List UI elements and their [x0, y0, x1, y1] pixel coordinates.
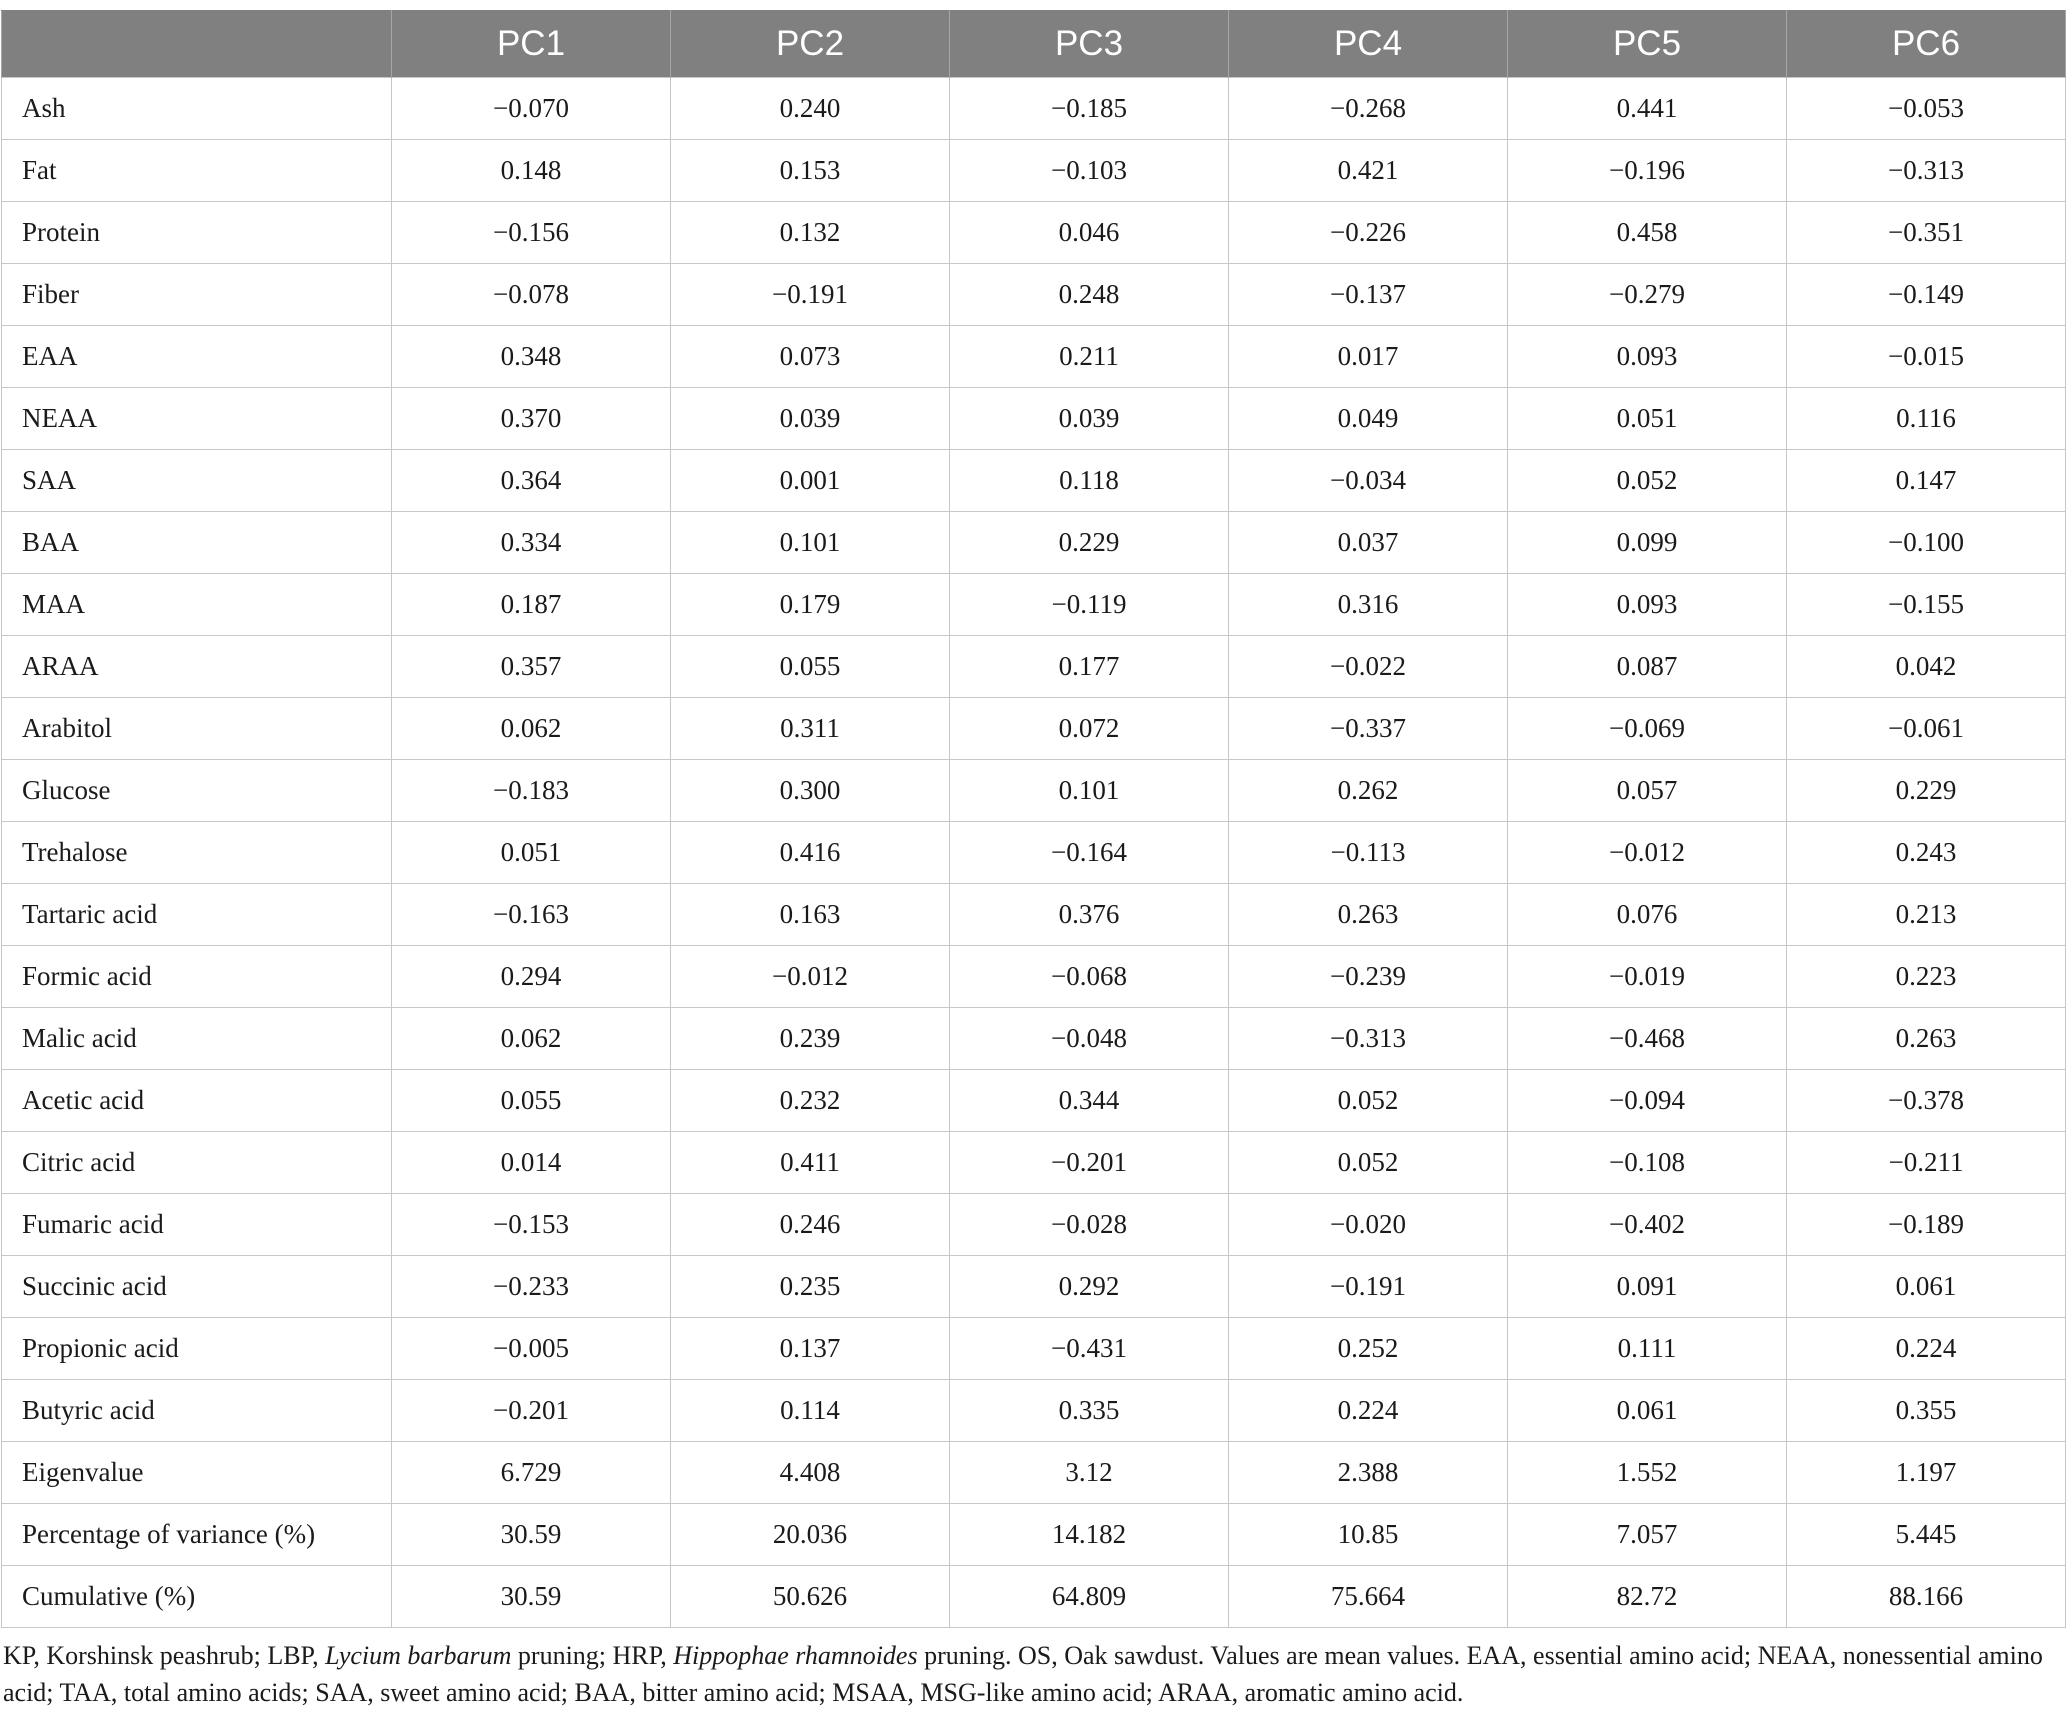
footnote-italic-lycium: Lycium barbarum	[325, 1641, 512, 1670]
cell-pc5: 0.051	[1508, 388, 1787, 450]
cell-pc3: 0.118	[950, 450, 1229, 512]
cell-pc4: 0.263	[1229, 884, 1508, 946]
table-row	[2, 1256, 2066, 1318]
cell-pc5: 0.061	[1508, 1380, 1787, 1442]
table-row	[2, 264, 2066, 326]
table-row	[2, 1008, 2066, 1070]
cell-pc6: 0.229	[1787, 760, 2066, 822]
cell-pc3: −0.068	[950, 946, 1229, 1008]
cell-pc6: −0.378	[1787, 1070, 2066, 1132]
header-row	[2, 11, 2066, 78]
cell-pc1: 0.370	[392, 388, 671, 450]
row-label: Cumulative (%)	[2, 1566, 392, 1628]
cell-pc3: 0.072	[950, 698, 1229, 760]
table-row	[2, 698, 2066, 760]
header-cell-pc2: PC2	[671, 11, 950, 78]
cell-pc2: 0.073	[671, 326, 950, 388]
footnote-text: pruning. OS, Oak sawdust. Values are mean values. EAA, essential amino acid; NEAA, nonessential amino acid; TAA, total amino acids; SAA, sweet amino acid; BAA, bitter amino acid; MSAA, MSG-like amino acid; ARAA, aromatic amino acid.	[3, 1641, 2043, 1707]
cell-pc3: −0.028	[950, 1194, 1229, 1256]
row-label: SAA	[2, 450, 392, 512]
cell-pc6: 0.213	[1787, 884, 2066, 946]
row-label: Glucose	[2, 760, 392, 822]
cell-pc5: 0.111	[1508, 1318, 1787, 1380]
row-label: EAA	[2, 326, 392, 388]
cell-pc3: 64.809	[950, 1566, 1229, 1628]
cell-pc5: −0.468	[1508, 1008, 1787, 1070]
cell-pc3: −0.048	[950, 1008, 1229, 1070]
row-label: Acetic acid	[2, 1070, 392, 1132]
cell-pc5: −0.012	[1508, 822, 1787, 884]
cell-pc3: 14.182	[950, 1504, 1229, 1566]
cell-pc5: −0.019	[1508, 946, 1787, 1008]
cell-pc2: 0.153	[671, 140, 950, 202]
cell-pc5: 7.057	[1508, 1504, 1787, 1566]
cell-pc4: 75.664	[1229, 1566, 1508, 1628]
cell-pc1: −0.183	[392, 760, 671, 822]
cell-pc3: 3.12	[950, 1442, 1229, 1504]
row-label: Tartaric acid	[2, 884, 392, 946]
cell-pc2: −0.191	[671, 264, 950, 326]
table-row	[2, 512, 2066, 574]
cell-pc1: 0.294	[392, 946, 671, 1008]
header-cell-pc5: PC5	[1508, 11, 1787, 78]
cell-pc2: 0.240	[671, 78, 950, 140]
cell-pc4: 0.037	[1229, 512, 1508, 574]
cell-pc6: 0.147	[1787, 450, 2066, 512]
pca-loadings-table	[1, 10, 2066, 1628]
cell-pc3: 0.046	[950, 202, 1229, 264]
cell-pc5: 0.057	[1508, 760, 1787, 822]
table-row	[2, 1380, 2066, 1442]
cell-pc3: −0.185	[950, 78, 1229, 140]
cell-pc1: −0.163	[392, 884, 671, 946]
cell-pc4: −0.034	[1229, 450, 1508, 512]
footnote-text: pruning; HRP,	[511, 1641, 674, 1670]
footnote-italic-hippophae: Hippophae rhamnoides	[673, 1641, 918, 1670]
cell-pc4: −0.313	[1229, 1008, 1508, 1070]
cell-pc2: 0.416	[671, 822, 950, 884]
cell-pc5: 0.076	[1508, 884, 1787, 946]
cell-pc2: 0.039	[671, 388, 950, 450]
cell-pc5: −0.069	[1508, 698, 1787, 760]
header-cell-pc4: PC4	[1229, 11, 1508, 78]
cell-pc6: −0.313	[1787, 140, 2066, 202]
row-label: Succinic acid	[2, 1256, 392, 1318]
cell-pc6: 0.061	[1787, 1256, 2066, 1318]
header-cell-pc6: PC6	[1787, 11, 2066, 78]
cell-pc4: 0.224	[1229, 1380, 1508, 1442]
row-label: Fat	[2, 140, 392, 202]
row-label: NEAA	[2, 388, 392, 450]
table-row	[2, 140, 2066, 202]
row-label: Fiber	[2, 264, 392, 326]
row-label: Ash	[2, 78, 392, 140]
cell-pc4: 0.017	[1229, 326, 1508, 388]
table-row	[2, 884, 2066, 946]
cell-pc5: 1.552	[1508, 1442, 1787, 1504]
cell-pc5: −0.094	[1508, 1070, 1787, 1132]
cell-pc1: −0.005	[392, 1318, 671, 1380]
cell-pc4: −0.113	[1229, 822, 1508, 884]
cell-pc5: −0.108	[1508, 1132, 1787, 1194]
cell-pc6: −0.351	[1787, 202, 2066, 264]
cell-pc3: 0.101	[950, 760, 1229, 822]
cell-pc3: −0.119	[950, 574, 1229, 636]
cell-pc1: −0.201	[392, 1380, 671, 1442]
cell-pc6: 0.223	[1787, 946, 2066, 1008]
table-row	[2, 450, 2066, 512]
cell-pc5: 0.099	[1508, 512, 1787, 574]
cell-pc4: 10.85	[1229, 1504, 1508, 1566]
cell-pc6: −0.100	[1787, 512, 2066, 574]
cell-pc5: −0.402	[1508, 1194, 1787, 1256]
cell-pc5: 0.087	[1508, 636, 1787, 698]
table-row	[2, 1566, 2066, 1628]
table-row	[2, 1194, 2066, 1256]
row-label: MAA	[2, 574, 392, 636]
cell-pc5: 0.091	[1508, 1256, 1787, 1318]
row-label: Trehalose	[2, 822, 392, 884]
cell-pc2: 0.137	[671, 1318, 950, 1380]
cell-pc2: 0.101	[671, 512, 950, 574]
cell-pc5: 0.093	[1508, 574, 1787, 636]
cell-pc6: −0.053	[1787, 78, 2066, 140]
table-row	[2, 1132, 2066, 1194]
cell-pc4: 0.316	[1229, 574, 1508, 636]
header-cell-variable	[2, 11, 392, 78]
cell-pc2: 0.179	[671, 574, 950, 636]
table-row	[2, 1070, 2066, 1132]
cell-pc5: 0.093	[1508, 326, 1787, 388]
cell-pc1: 0.334	[392, 512, 671, 574]
header-cell-pc3: PC3	[950, 11, 1229, 78]
cell-pc4: 0.052	[1229, 1132, 1508, 1194]
cell-pc2: 0.001	[671, 450, 950, 512]
cell-pc4: 0.252	[1229, 1318, 1508, 1380]
cell-pc4: −0.137	[1229, 264, 1508, 326]
footnote-text: KP, Korshinsk peashrub; LBP,	[3, 1641, 326, 1670]
cell-pc3: 0.376	[950, 884, 1229, 946]
cell-pc1: 0.364	[392, 450, 671, 512]
row-label: Formic acid	[2, 946, 392, 1008]
cell-pc4: 2.388	[1229, 1442, 1508, 1504]
cell-pc1: 6.729	[392, 1442, 671, 1504]
cell-pc5: −0.279	[1508, 264, 1787, 326]
cell-pc3: 0.039	[950, 388, 1229, 450]
cell-pc5: −0.196	[1508, 140, 1787, 202]
cell-pc3: 0.292	[950, 1256, 1229, 1318]
row-label: ARAA	[2, 636, 392, 698]
cell-pc5: 0.441	[1508, 78, 1787, 140]
cell-pc6: 1.197	[1787, 1442, 2066, 1504]
cell-pc2: 0.232	[671, 1070, 950, 1132]
cell-pc4: 0.049	[1229, 388, 1508, 450]
cell-pc2: 0.163	[671, 884, 950, 946]
cell-pc3: −0.431	[950, 1318, 1229, 1380]
cell-pc2: 4.408	[671, 1442, 950, 1504]
cell-pc1: −0.153	[392, 1194, 671, 1256]
cell-pc3: −0.103	[950, 140, 1229, 202]
cell-pc1: −0.156	[392, 202, 671, 264]
row-label: Protein	[2, 202, 392, 264]
cell-pc1: −0.233	[392, 1256, 671, 1318]
cell-pc1: 0.357	[392, 636, 671, 698]
table-row	[2, 326, 2066, 388]
cell-pc4: −0.337	[1229, 698, 1508, 760]
cell-pc2: 0.239	[671, 1008, 950, 1070]
cell-pc2: 0.114	[671, 1380, 950, 1442]
cell-pc4: −0.022	[1229, 636, 1508, 698]
cell-pc2: 0.300	[671, 760, 950, 822]
table-row	[2, 636, 2066, 698]
table-row	[2, 946, 2066, 1008]
row-label: Malic acid	[2, 1008, 392, 1070]
cell-pc1: 0.055	[392, 1070, 671, 1132]
cell-pc2: −0.012	[671, 946, 950, 1008]
cell-pc6: 0.263	[1787, 1008, 2066, 1070]
cell-pc1: 30.59	[392, 1504, 671, 1566]
cell-pc3: 0.211	[950, 326, 1229, 388]
cell-pc1: 0.148	[392, 140, 671, 202]
table-row	[2, 822, 2066, 884]
cell-pc4: −0.226	[1229, 202, 1508, 264]
cell-pc6: −0.149	[1787, 264, 2066, 326]
cell-pc6: −0.061	[1787, 698, 2066, 760]
cell-pc2: 0.132	[671, 202, 950, 264]
table-body	[2, 78, 2066, 1628]
cell-pc1: 30.59	[392, 1566, 671, 1628]
table-footnote	[3, 1637, 2063, 1711]
row-label: Citric acid	[2, 1132, 392, 1194]
cell-pc5: 0.458	[1508, 202, 1787, 264]
cell-pc6: 0.243	[1787, 822, 2066, 884]
cell-pc3: 0.177	[950, 636, 1229, 698]
cell-pc6: −0.211	[1787, 1132, 2066, 1194]
cell-pc3: 0.248	[950, 264, 1229, 326]
table-row	[2, 760, 2066, 822]
cell-pc3: −0.164	[950, 822, 1229, 884]
cell-pc2: 0.311	[671, 698, 950, 760]
cell-pc6: 88.166	[1787, 1566, 2066, 1628]
cell-pc2: 20.036	[671, 1504, 950, 1566]
table-row	[2, 1318, 2066, 1380]
cell-pc1: 0.348	[392, 326, 671, 388]
header-cell-pc1: PC1	[392, 11, 671, 78]
row-label: Propionic acid	[2, 1318, 392, 1380]
cell-pc6: −0.015	[1787, 326, 2066, 388]
row-label: Fumaric acid	[2, 1194, 392, 1256]
cell-pc2: 0.246	[671, 1194, 950, 1256]
cell-pc3: 0.344	[950, 1070, 1229, 1132]
table-row	[2, 202, 2066, 264]
cell-pc6: 0.116	[1787, 388, 2066, 450]
cell-pc1: 0.062	[392, 698, 671, 760]
cell-pc6: 0.355	[1787, 1380, 2066, 1442]
cell-pc4: −0.191	[1229, 1256, 1508, 1318]
cell-pc2: 0.235	[671, 1256, 950, 1318]
row-label: Butyric acid	[2, 1380, 392, 1442]
cell-pc2: 0.055	[671, 636, 950, 698]
cell-pc5: 82.72	[1508, 1566, 1787, 1628]
cell-pc3: 0.335	[950, 1380, 1229, 1442]
table-row	[2, 574, 2066, 636]
cell-pc6: −0.155	[1787, 574, 2066, 636]
row-label: Percentage of variance (%)	[2, 1504, 392, 1566]
row-label: Eigenvalue	[2, 1442, 392, 1504]
table-row	[2, 388, 2066, 450]
table-row	[2, 1442, 2066, 1504]
cell-pc6: 5.445	[1787, 1504, 2066, 1566]
cell-pc2: 0.411	[671, 1132, 950, 1194]
cell-pc6: −0.189	[1787, 1194, 2066, 1256]
cell-pc4: −0.020	[1229, 1194, 1508, 1256]
cell-pc4: −0.239	[1229, 946, 1508, 1008]
cell-pc1: 0.051	[392, 822, 671, 884]
cell-pc4: 0.052	[1229, 1070, 1508, 1132]
row-label: Arabitol	[2, 698, 392, 760]
cell-pc1: −0.078	[392, 264, 671, 326]
cell-pc3: −0.201	[950, 1132, 1229, 1194]
cell-pc1: 0.062	[392, 1008, 671, 1070]
cell-pc4: 0.262	[1229, 760, 1508, 822]
cell-pc4: 0.421	[1229, 140, 1508, 202]
table-row	[2, 78, 2066, 140]
cell-pc1: −0.070	[392, 78, 671, 140]
cell-pc6: 0.224	[1787, 1318, 2066, 1380]
cell-pc1: 0.187	[392, 574, 671, 636]
cell-pc5: 0.052	[1508, 450, 1787, 512]
cell-pc3: 0.229	[950, 512, 1229, 574]
cell-pc1: 0.014	[392, 1132, 671, 1194]
cell-pc2: 50.626	[671, 1566, 950, 1628]
row-label: BAA	[2, 512, 392, 574]
table-row	[2, 1504, 2066, 1566]
cell-pc6: 0.042	[1787, 636, 2066, 698]
cell-pc4: −0.268	[1229, 78, 1508, 140]
